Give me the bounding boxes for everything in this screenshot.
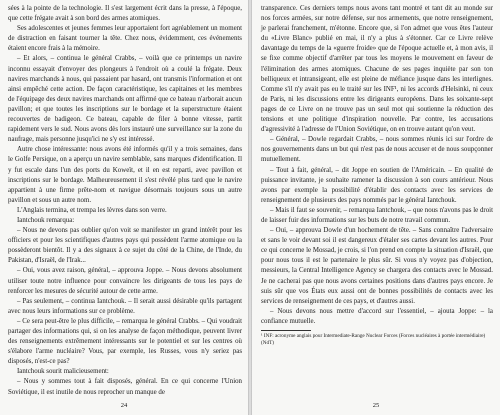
paragraph: – Et alors, – continua le général Crabbs, – voilà que ce printemps un navire inconnu essayait d'envoyer des plongeurs à l'endroit où a coulé la frégate. Deux navires marchands à nous, qui passaient par hasard, ont transmis l'information et ont ainsi empêché cette action. De façon caractéristique, les capitaines et les membres de l'équipage des deux navires marchands ont affirmé que ce bateau n'arborait aucun pavillon; et que toutes les inscriptions sur le bordage et la superstructure étaient recouvertes de badigeon. Ce bateau, capable de filer à bonne vitesse, partit rapidement vers le sud. Nous avons dès lors instauré une surveillance sur la zone du naufrage, mais personne jusqu'ici ne s'y est intéressé. xyxy=(8,55,242,144)
paragraph: – Oui, – approuva Dowle d'un hochement de tête. – Sans connaître l'adversaire et sans le voir devant soi il est dangereux d'étaler ses cartes devant les autres. Pour ce qui concerne le Mossad, je crois, si l'on prend en compte la situation d'Israël, que pour nous tous il est le partenaire le plus sûr. Si vous n'y voyez pas d'objection, messieurs, la Central Intelligence Agency se chargera des contacts avec le Mossad. Je ne cacherai pas que nous avons certaines positions dans d'autres pays encore. Je suis sûr que vos États eux aussi ont de bonnes possibilités de contacts avec les services de renseignement de ces pays, et d'autres aussi. xyxy=(261,227,493,305)
page-number: 25 xyxy=(372,402,380,409)
paragraph: Iantchouk sourit malicieusement: xyxy=(17,368,109,376)
paragraph: – Pas seulement, – continua Iantchouk. – Il serait aussi désirable qu'ils partagent avec nous leurs informations sur ce problème. xyxy=(8,297,242,315)
paragraph: L'Anglais termina, et trempa les lèvres dans son verre. xyxy=(17,206,167,214)
footnote: ¹ INF: acronyme anglais pour Intermediate-Range Nuclear Forces (Forces nucléaires à portée intermédiaire) (NdT) xyxy=(261,333,486,346)
paragraph: – Nous ne devons pas oublier qu'on voit se manifester un grand intérêt pour les officiers et pour les scientifiques d'autres pays qui possèdent l'arme atomique ou la possèderont bientôt. Il y a des signaux à ce sujet du côté de la Chine, de l'Inde, du Pakistan, d'Israël, de l'Irak... xyxy=(8,227,242,265)
footnote-divider xyxy=(261,330,311,331)
paragraph: transparence. Ces derniers temps nous avons tant montré et tant dit au monde sur nos forces armées, sur notre défense, sur nos armements, que notre renseignement, je parlerai franchement, m'étonne. Encore que, si l'on admet que vous êtes l'auteur du «Livre Blanc» publié en mai, il n'y a plus à s'étonner. Car ce Livre relève davantage du temps de la «guerre froide» que de l'époque actuelle et, à mon avis, il se fixe comme objectif d'arrêter par tous les moyens le mouvement en faveur de l'élimination des armes atomiques. Chacune de ses pages inquiète par son ton belliqueux et intransigeant, elle est pleine de méfiance jusque dans les interlignes. Comme s'il n'y avait pas eu le traité sur les INF¹, ni les accords d'Helsinki, ni ceux de Paris, ni les discussions entre les dirigeants européens. Dans les soixante-sept pages de ce Livre on ne trouve pas un seul mot qui soutienne la réduction des tensions et une politique d'inspiration nouvelle. Par contre, les accusations d'agressivité à l'adresse de l'Union Soviétique, on en trouve autant qu'on veut. xyxy=(261,5,493,134)
paragraph: Iantchouk remarqua: xyxy=(17,216,75,224)
right-page xyxy=(252,0,500,415)
paragraph: – Tout à fait, général, – dit Joppe en soutien de l'Américain. – En qualité de puissance invitante, je souhaite ramener la discussion à son cours antérieur. Nous avons par exemple la possibilité d'établir des contacts avec les services de renseignement de plusieurs des pays nommés par le général Iantchouk. xyxy=(261,166,493,204)
paragraph: – Mais il faut se souvenir, – remarqua Iantchouk, – que nous n'avons pas le droit de laisser fuir des informations sur les buts de notre travail commun. xyxy=(261,206,493,224)
left-page-text xyxy=(8,4,242,398)
paragraph: – Oui, vous avez raison, général, – approuva Joppe. – Nous devons absolument utiliser toute notre influence pour convaincre les dirigeants de tous les pays de renforcer les mesures de sécurité autour de cette arme. xyxy=(8,267,242,295)
paragraph: – Général, – Dowle regardait Crabbs, – nous sommes réunis ici sur l'ordre de nos gouvernements dans un but qui n'est pas de nous accuser et de nous soupçonner mutuellement. xyxy=(261,136,493,164)
right-page-text xyxy=(261,4,493,346)
paragraph: – Ce sera peut-être le plus difficile, – remarqua le général Crabbs. – Qui voudrait partager des informations qui, si on les analyse de façon méthodique, peuvent livrer des renseignements extrêmement intéressants sur le potentiel et sur les centres où s'élabore l'arme nucléaire? Vous, par exemple, les Russes, vous n'y seriez pas disposés, n'est-ce pas? xyxy=(8,317,242,366)
paragraph: sées à la pointe de la technologie. Il s'est largement écrit dans la presse, à l'époque, que cette frégate avait à son bord des armes atomiques. xyxy=(8,5,242,23)
left-page xyxy=(0,0,248,415)
page-number: 24 xyxy=(120,402,128,409)
paragraph: Ses adolescentes et jeunes femmes leur apportaient fort agréablement un moment de distraction en faisant tourner la tête. Chez nous, évidemment, ces événements étaient encore frais à la mémoire. xyxy=(8,25,242,53)
paragraph: Autre chose intéressante: nous avons été informés qu'il y a trois semaines, dans le Golfe Persique, on a aperçu un navire semblable, sans marques d'identification. Il y fut escale dans l'un des ports du Koweït, et il en est reparti, avec pavillon et inscriptions sur le bordage. Malheureusement il s'est révélé plus tard que le navire appartient à une firme prête-nom et navigue désormais toujours sous un autre pavillon et sous un autre nom. xyxy=(8,146,242,204)
paragraph: – Nous devons nous mettre d'accord sur l'essentiel, – ajouta Joppe: – la confiance mutuelle. xyxy=(261,307,493,325)
paragraph: – Nous y sommes tout à fait disposés, général. En ce qui concerne l'Union Soviétique, il est inutile de nous reprocher un manque de xyxy=(8,378,242,396)
